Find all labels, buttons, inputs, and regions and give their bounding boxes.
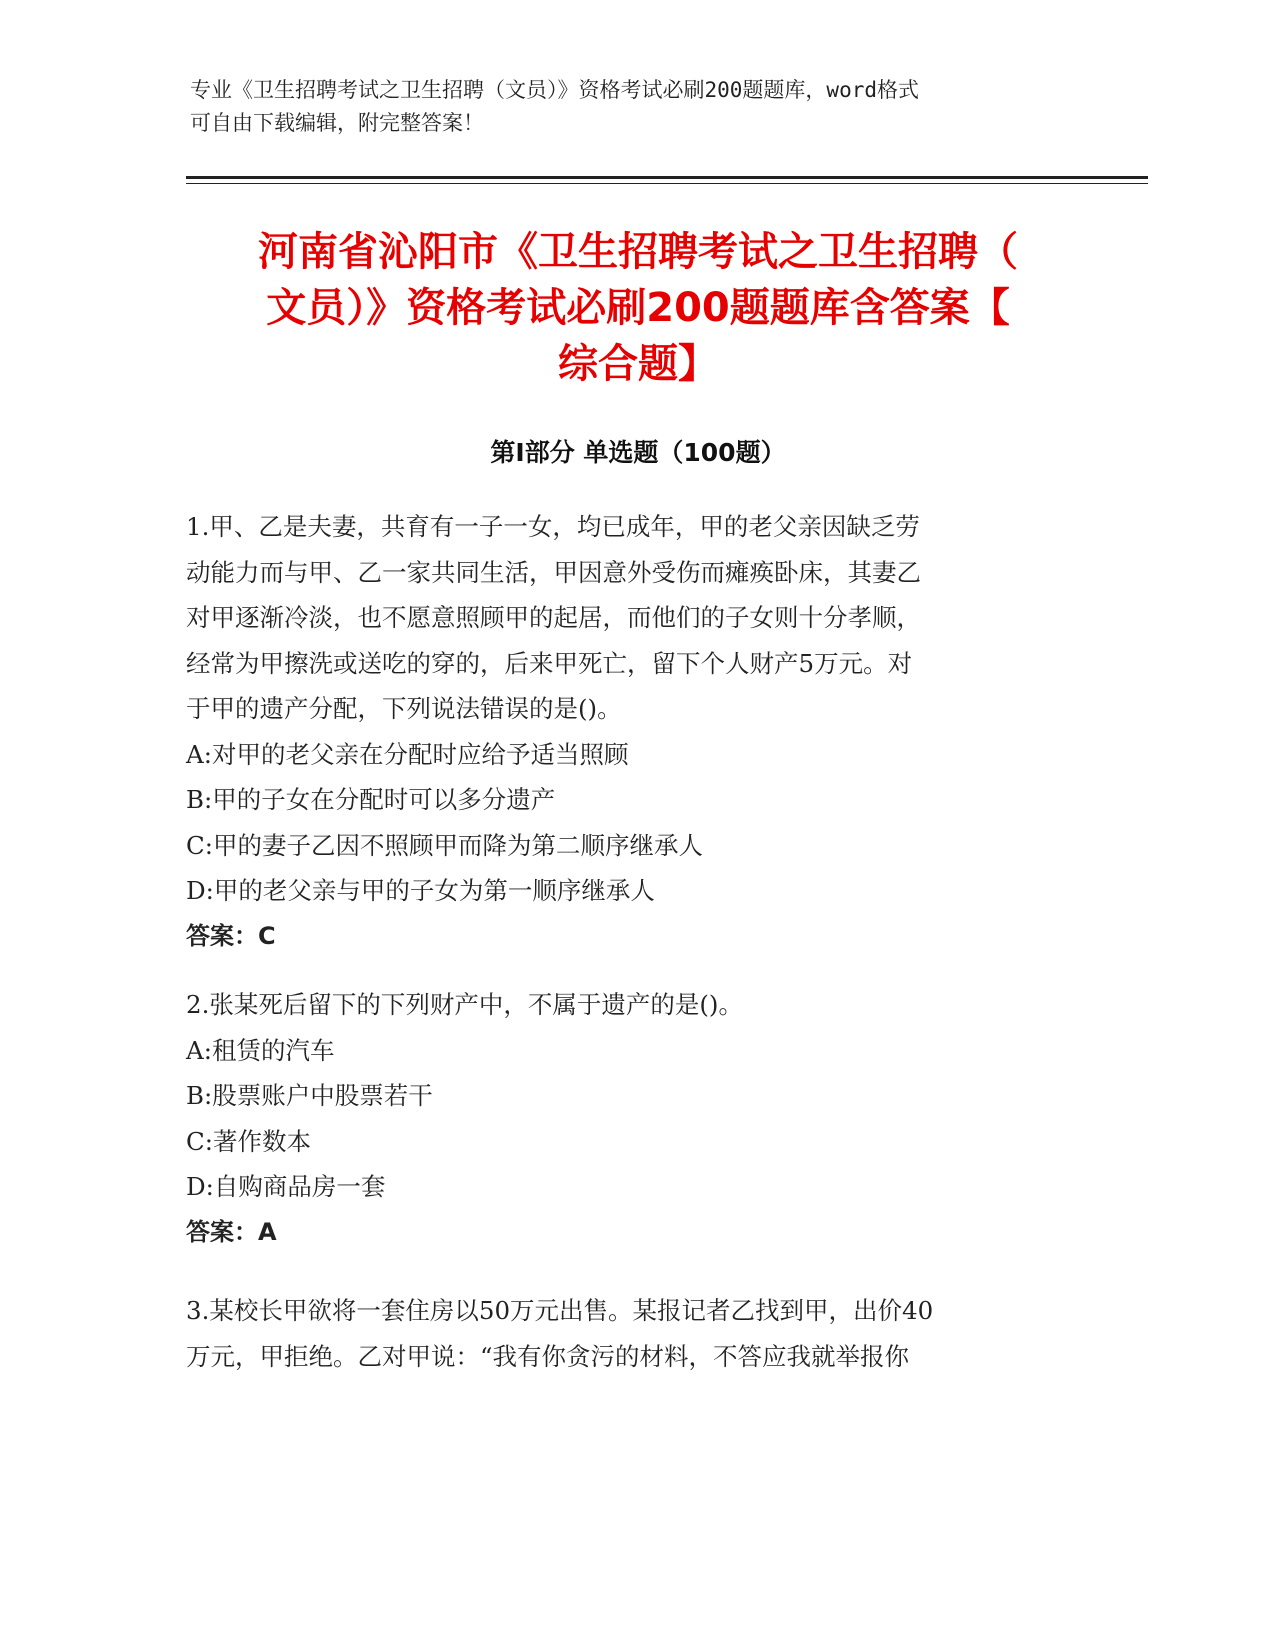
document-title: [186, 224, 1090, 392]
option-d: D:甲的老父亲与甲的子女为第一顺序继承人: [186, 876, 655, 905]
question-stem-line: 动能力而与甲、乙一家共同生活，甲因意外受伤而瘫痪卧床，其妻乙: [186, 557, 921, 587]
option-b: B:甲的子女在分配时可以多分遗产: [186, 785, 556, 814]
header-divider-thick: [186, 176, 1148, 179]
title-line: 综合题】: [558, 341, 718, 387]
title-line: 河南省沁阳市《卫生招聘考试之卫生招聘（: [258, 229, 1018, 275]
question-3: [186, 1288, 1086, 1379]
question-1: [186, 504, 1086, 959]
option-d: D:自购商品房一套: [186, 1172, 386, 1201]
option-b: B:股票账户中股票若干: [186, 1081, 433, 1110]
header-note: [190, 74, 1090, 140]
question-stem-line: 3.某校长甲欲将一套住房以50万元出售。某报记者乙找到甲，出价40: [186, 1296, 934, 1325]
header-note-line: 专业《卫生招聘考试之卫生招聘（文员）》资格考试必刷200题题库，word格式: [190, 78, 919, 102]
option-a: A:租赁的汽车: [186, 1035, 335, 1065]
header-divider-thin: [186, 183, 1148, 184]
option-c: C:著作数本: [186, 1126, 311, 1156]
question-stem-line: 于甲的遗产分配，下列说法错误的是()。: [186, 694, 622, 723]
question-stem-line: 万元，甲拒绝。乙对甲说：“我有你贪污的材料，不答应我就举报你: [186, 1341, 910, 1371]
title-line: 文员）》资格考试必刷200题题库含答案【: [266, 285, 1010, 331]
question-stem-line: 经常为甲擦洗或送吃的穿的，后来甲死亡，留下个人财产5万元。对: [186, 648, 913, 678]
option-c: C:甲的妻子乙因不照顾甲而降为第二顺序继承人: [186, 830, 703, 860]
header-note-line: 可自由下载编辑，附完整答案！: [190, 111, 484, 135]
question-stem-line: 2.张某死后留下的下列财产中，不属于遗产的是()。: [186, 990, 743, 1019]
answer: 答案：C: [186, 921, 276, 950]
question-stem-line: 1.甲、乙是夫妻，共育有一子一女，均已成年，甲的老父亲因缺乏劳: [186, 512, 920, 541]
option-a: A:对甲的老父亲在分配时应给予适当照顾: [186, 739, 629, 769]
question-stem-line: 对甲逐渐冷淡，也不愿意照顾甲的起居，而他们的子女则十分孝顺，: [186, 603, 921, 632]
answer: 答案：A: [186, 1217, 277, 1246]
section-heading: 第I部分 单选题（100题）: [490, 438, 786, 467]
question-2: [186, 982, 1086, 1255]
